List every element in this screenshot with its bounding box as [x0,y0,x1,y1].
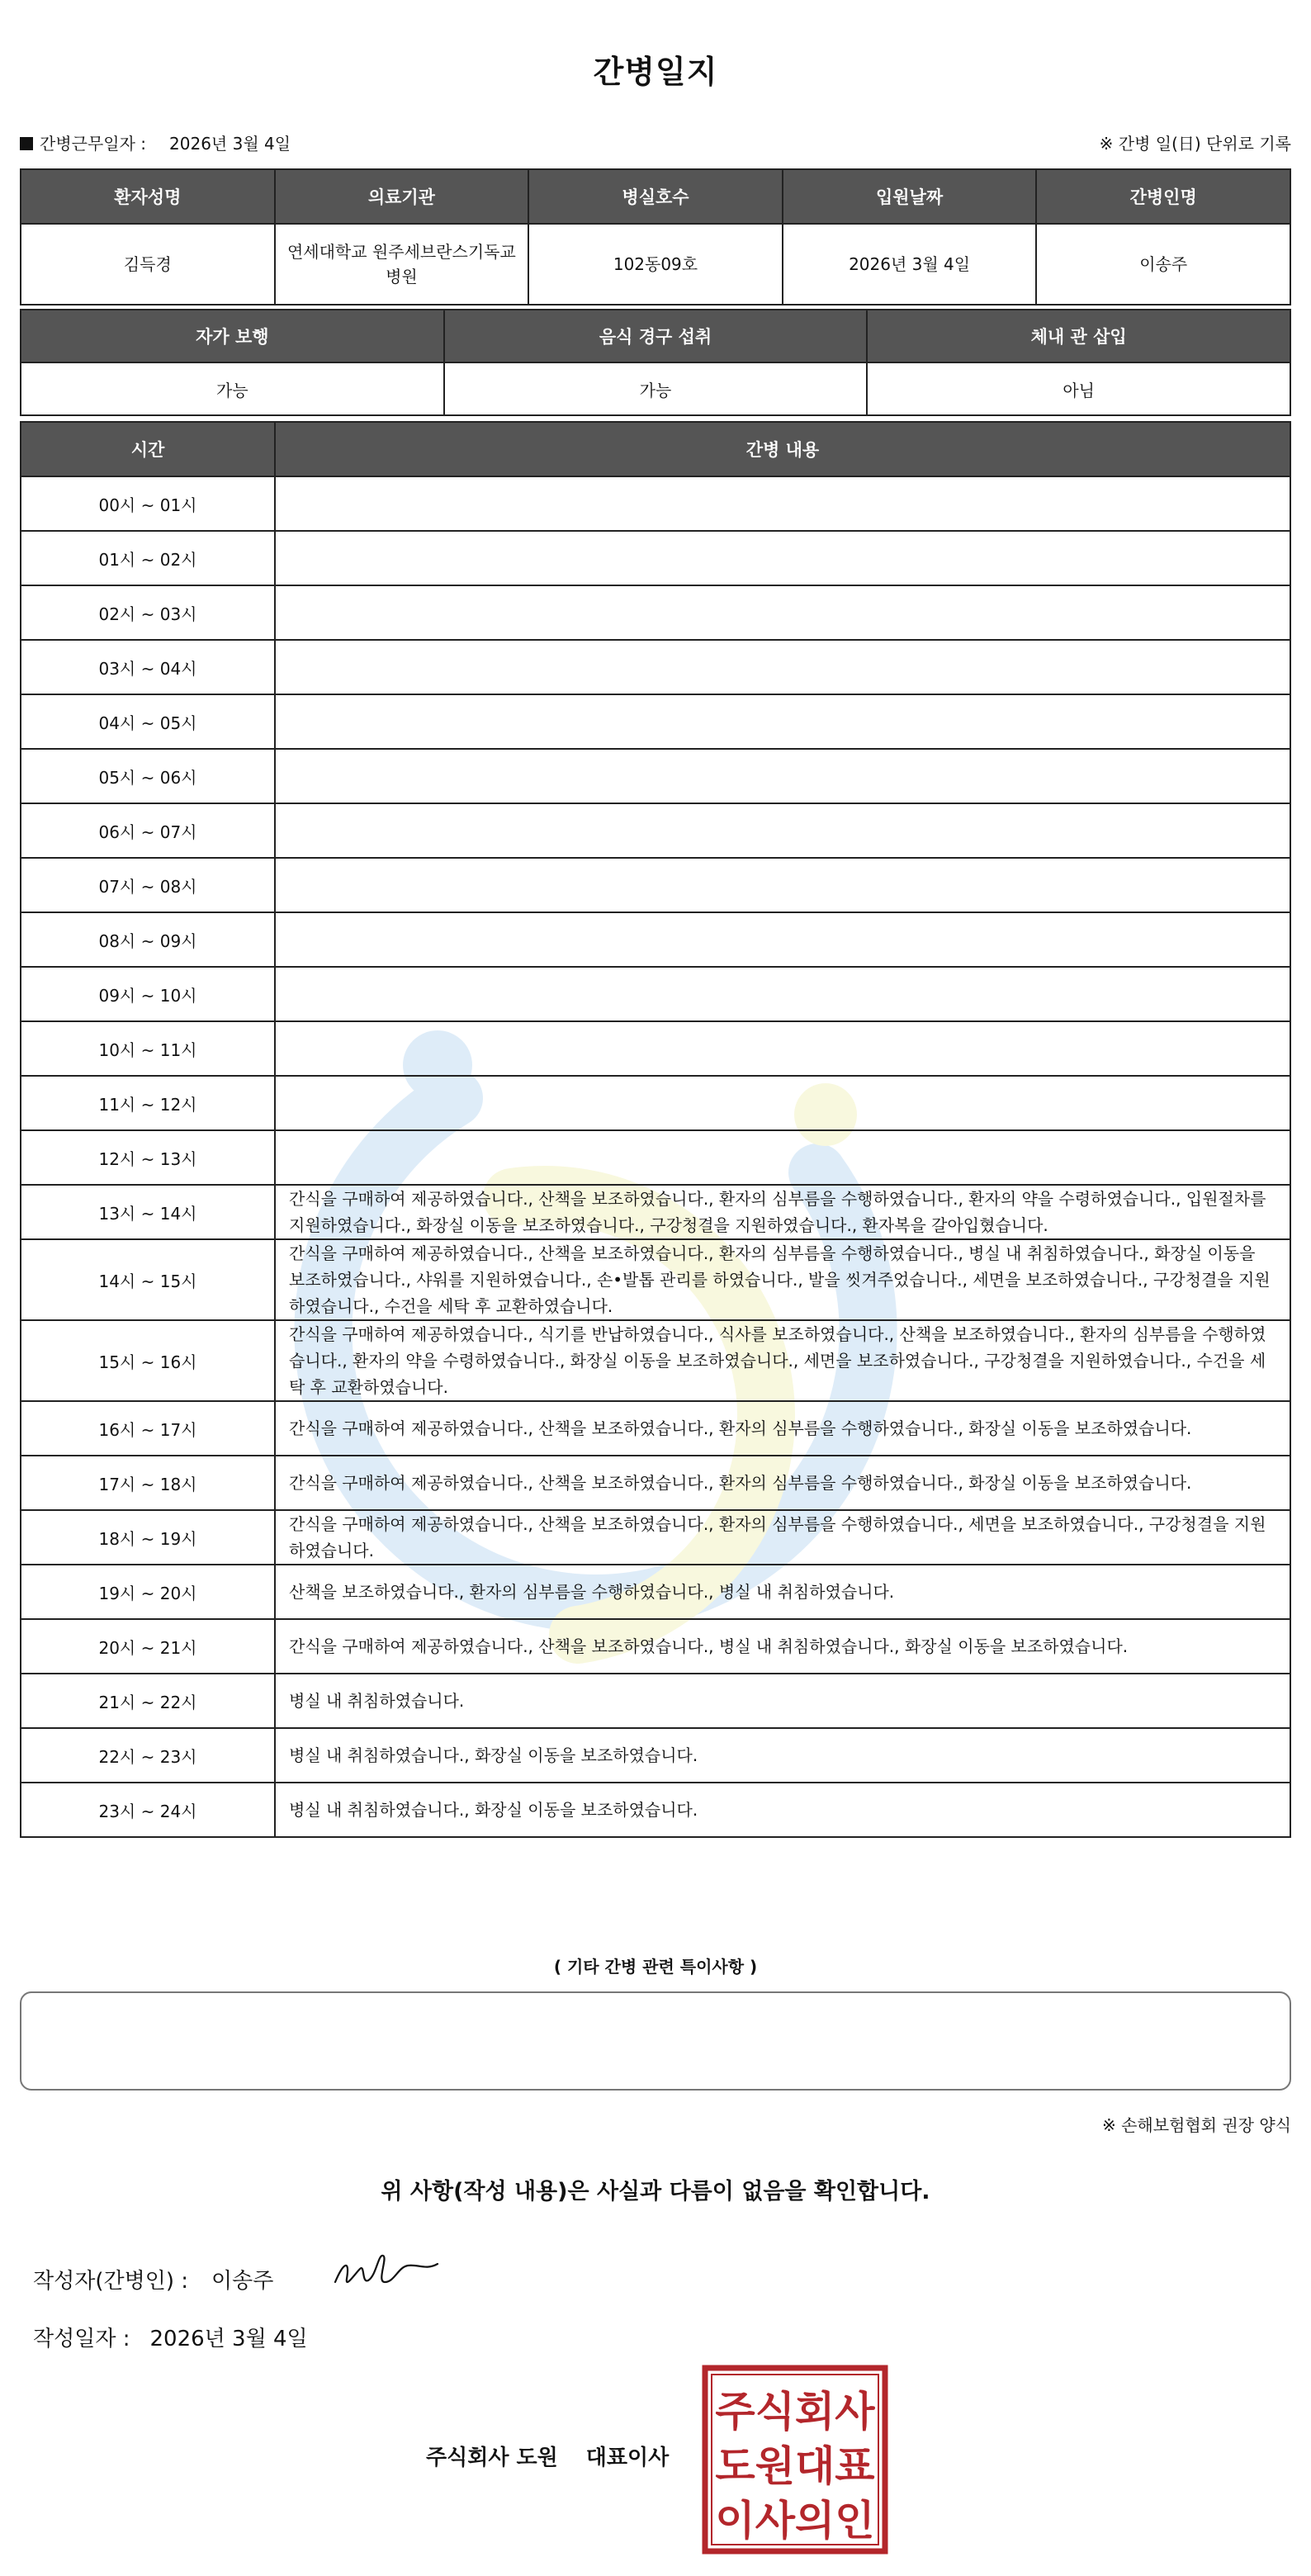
care-log-row [21,1456,1290,1510]
care-log-content [275,749,1290,803]
patient-info-header-row [21,169,1290,224]
svg-text:도원대표: 도원대표 [715,2442,875,2490]
confirmation-statement: 위 사항(작성 내용)은 사실과 다름이 없음을 확인합니다. [381,2179,930,2204]
care-log-content: 산책을 보조하였습니다., 환자의 심부름을 수행하였습니다., 병실 내 취침하였습니다. [275,1565,1290,1619]
care-log-content [275,476,1290,531]
care-log-time: 23시 ~ 24시 [21,1783,275,1837]
care-log-row [21,1076,1290,1130]
care-log-row [21,858,1290,912]
patient-status-header-row [21,310,1290,362]
care-log-content: 간식을 구매하여 제공하였습니다., 산책을 보조하였습니다., 환자의 심부름을 수행하였습니다., 병실 내 취침하였습니다., 화장실 이동을 보조하였습니다., 샤워를 지원하였습니다., 손•발톱 관리를 하였습니다., 발을 씻겨주었습니다., 세면을 보조하였습니다., 구강청결을 지원하였습니다., 수건을 세탁 후 교환하였습니다. [275,1239,1290,1320]
header-time: 시간 [21,422,275,476]
care-log-time: 15시 ~ 16시 [21,1320,275,1401]
care-log-row [21,1021,1290,1076]
care-log-time: 08시 ~ 09시 [21,912,275,967]
care-log-row [21,749,1290,803]
care-log-content: 병실 내 취침하였습니다. [275,1674,1290,1728]
care-log-time: 02시 ~ 03시 [21,585,275,640]
patient-name-value: 김득경 [21,224,275,305]
header-admission-date: 입원날짜 [783,169,1037,224]
company-name: 주식회사 도원 [426,2446,558,2470]
care-log-content [275,1130,1290,1185]
care-log-content [275,694,1290,749]
oral-intake-value: 가능 [444,362,868,415]
care-log-content [275,858,1290,912]
header-oral-intake: 음식 경구 섭취 [444,310,868,362]
care-log-time: 20시 ~ 21시 [21,1619,275,1674]
care-log-time: 14시 ~ 15시 [21,1239,275,1320]
care-log-content: 간식을 구매하여 제공하였습니다., 식기를 반납하였습니다., 식사를 보조하였습니다., 산책을 보조하였습니다., 환자의 심부름을 수행하였습니다., 환자의 약을 수령하였습니다., 화장실 이동을 보조하였습니다., 세면을 보조하였습니다., 구강청결을 지원하였습니다., 수건을 세탁 후 교환하였습니다. [275,1320,1290,1401]
care-log-row [21,694,1290,749]
care-log-row [21,1130,1290,1185]
header-care-content: 간병 내용 [275,422,1290,476]
work-date-label: 간병근무일자 : [40,134,147,154]
care-log-time: 18시 ~ 19시 [21,1510,275,1565]
care-log-row [21,803,1290,858]
company-line [426,2441,669,2471]
header-hospital: 의료기관 [275,169,529,224]
header-room-number: 병실호수 [528,169,783,224]
care-log-content: 간식을 구매하여 제공하였습니다., 산책을 보조하였습니다., 환자의 심부름을 수행하였습니다., 세면을 보조하였습니다., 구강청결을 지원하였습니다. [275,1510,1290,1565]
care-log-content: 병실 내 취침하였습니다., 화장실 이동을 보조하였습니다. [275,1783,1290,1837]
writer-label: 작성자(간병인) : [33,2269,189,2294]
care-log-content [275,1021,1290,1076]
room-number-value: 102동09호 [528,224,783,305]
care-log-row [21,476,1290,531]
care-log-body [21,476,1290,1837]
svg-text:이사의인: 이사의인 [715,2497,875,2545]
patient-info-value-row [21,224,1290,305]
care-log-content: 간식을 구매하여 제공하였습니다., 산책을 보조하였습니다., 병실 내 취침하였습니다., 화장실 이동을 보조하였습니다. [275,1619,1290,1674]
care-log-time: 09시 ~ 10시 [21,967,275,1021]
hospital-value: 연세대학교 원주세브란스기독교병원 [275,224,529,305]
hourly-care-log-table [20,421,1291,1838]
care-log-row [21,1619,1290,1674]
care-log-content: 간식을 구매하여 제공하였습니다., 산책을 보조하였습니다., 환자의 심부름을 수행하였습니다., 환자의 약을 수령하였습니다., 입원절차를 지원하였습니다., 화장실 이동을 보조하였습니다., 구강청결을 지원하였습니다., 환자복을 갈아입혔습니다. [275,1185,1290,1239]
tube-insertion-value: 아님 [867,362,1290,415]
care-log-header-row [21,422,1290,476]
care-log-row [21,1239,1290,1320]
care-log-row [21,912,1290,967]
care-log-row [21,1185,1290,1239]
care-log-time: 07시 ~ 08시 [21,858,275,912]
written-date-value: 2026년 3월 4일 [149,2327,308,2351]
care-log-time: 01시 ~ 02시 [21,531,275,585]
patient-status-value-row [21,362,1290,415]
care-log-time: 16시 ~ 17시 [21,1401,275,1456]
care-log-row [21,1320,1290,1401]
care-log-content [275,967,1290,1021]
care-log-row [21,585,1290,640]
writer-line [33,2264,273,2294]
self-walking-value: 가능 [21,362,444,415]
care-log-time: 10시 ~ 11시 [21,1021,275,1076]
care-log-content [275,803,1290,858]
care-log-content [275,640,1290,694]
care-log-row [21,1783,1290,1837]
page-title: 간병일지 [593,54,718,90]
work-date-line [20,130,291,154]
care-log-time: 11시 ~ 12시 [21,1076,275,1130]
caregiver-name-value: 이송주 [1036,224,1290,305]
care-log-row [21,1401,1290,1456]
special-notes-box [20,1991,1291,2091]
care-log-content: 병실 내 취침하였습니다., 화장실 이동을 보조하였습니다. [275,1728,1290,1783]
patient-info-table [20,168,1291,305]
care-log-row [21,531,1290,585]
header-caregiver-name: 간병인명 [1036,169,1290,224]
care-log-time: 22시 ~ 23시 [21,1728,275,1783]
care-log-content [275,585,1290,640]
care-log-time: 04시 ~ 05시 [21,694,275,749]
care-log-content [275,1076,1290,1130]
care-log-content: 간식을 구매하여 제공하였습니다., 산책을 보조하였습니다., 환자의 심부름을 수행하였습니다., 화장실 이동을 보조하였습니다. [275,1401,1290,1456]
square-bullet-icon [20,137,33,150]
care-log-content: 간식을 구매하여 제공하였습니다., 산책을 보조하였습니다., 환자의 심부름을 수행하였습니다., 화장실 이동을 보조하였습니다. [275,1456,1290,1510]
record-unit-note: ※ 간병 일(日) 단위로 기록 [1099,134,1291,154]
admission-date-value: 2026년 3월 4일 [783,224,1037,305]
care-log-time: 21시 ~ 22시 [21,1674,275,1728]
handwritten-signature [329,2246,444,2295]
written-date-line [33,2322,308,2352]
care-log-row [21,1728,1290,1783]
patient-status-table [20,309,1291,416]
header-patient-name: 환자성명 [21,169,275,224]
care-log-time: 13시 ~ 14시 [21,1185,275,1239]
care-log-row [21,640,1290,694]
header-tube-insertion: 체내 관 삽입 [867,310,1290,362]
care-log-row [21,967,1290,1021]
writer-name: 이송주 [211,2269,274,2294]
care-log-time: 00시 ~ 01시 [21,476,275,531]
care-log-time: 06시 ~ 07시 [21,803,275,858]
special-notes-label: ( 기타 간병 관련 특이사항 ) [553,1957,758,1977]
recommended-form-note: ※ 손해보험협회 권장 양식 [1101,2115,1291,2135]
care-log-time: 03시 ~ 04시 [21,640,275,694]
care-log-content [275,912,1290,967]
care-log-time: 19시 ~ 20시 [21,1565,275,1619]
care-log-row [21,1565,1290,1619]
header-self-walking: 자가 보행 [21,310,444,362]
care-log-time: 05시 ~ 06시 [21,749,275,803]
ceo-label: 대표이사 [585,2446,670,2470]
company-seal-stamp [702,2365,888,2555]
care-log-time: 12시 ~ 13시 [21,1130,275,1185]
care-log-time: 17시 ~ 18시 [21,1456,275,1510]
svg-text:주식회사: 주식회사 [715,2388,875,2436]
work-date-value: 2026년 3월 4일 [169,134,291,154]
care-log-content [275,531,1290,585]
written-date-label: 작성일자 : [33,2327,130,2351]
care-log-row [21,1674,1290,1728]
care-log-row [21,1510,1290,1565]
